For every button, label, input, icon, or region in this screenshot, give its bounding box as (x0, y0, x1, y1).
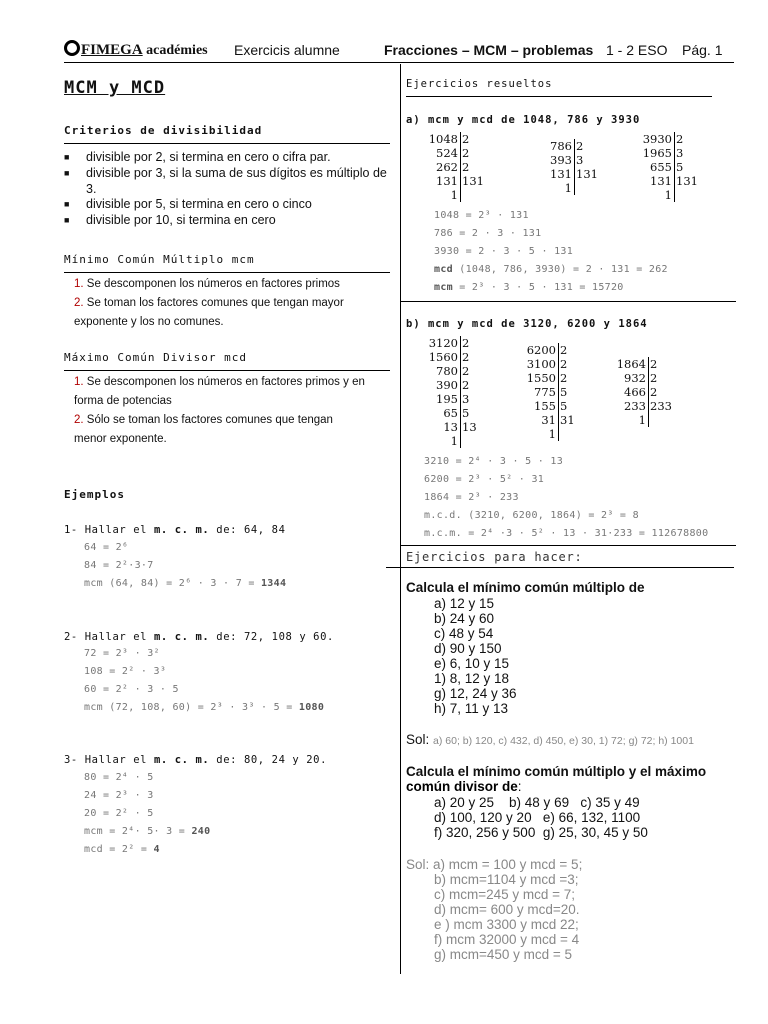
dividend-value: 655 (650, 160, 672, 174)
division-bar (674, 132, 675, 202)
prime-factor-value: 2 (576, 139, 584, 153)
solution-line: e ) mcm 3300 y mcd 22; (434, 917, 579, 932)
prime-factor-value: 2 (462, 146, 470, 160)
solution-line: f) mcm 32000 y mcd = 4 (434, 932, 580, 947)
dividend-value: 775 (534, 385, 556, 399)
division-bar (460, 132, 461, 202)
prime-factor-value: 2 (462, 336, 470, 350)
dividend-value: 1864 (616, 357, 646, 371)
page-title: MCM y MCD (64, 78, 166, 98)
dividend-value: 13 (443, 420, 458, 434)
section-rule (400, 301, 736, 302)
prime-factor-value: 2 (650, 385, 658, 399)
exercise-a-title: a) mcm y mcd de 1048, 786 y 3930 (406, 114, 641, 126)
dividend-value: 3120 (428, 336, 458, 350)
factorization-line: 1048 = 2³ · 131 (434, 210, 529, 221)
dividend-value: 1 (450, 434, 458, 448)
dividend-value: 1965 (642, 146, 672, 160)
logo-circle-icon (64, 40, 80, 56)
dividend-value: 262 (436, 160, 458, 174)
criterio-item: ■ divisible por 3, si la suma de sus dígitos es múltiplo de 3. (64, 166, 387, 196)
division-bar (460, 336, 461, 448)
hacer-rule (386, 567, 734, 568)
prime-factor-value: 5 (560, 399, 568, 413)
mcd-step: 2. Sólo se toman los factores comunes que tengan menor exponente. (74, 414, 333, 445)
dividend-value: 131 (436, 174, 458, 188)
mcd-step: 1. Se descomponen los números en factores primos y en forma de potencias (74, 376, 365, 407)
prime-factor-value: 2 (560, 357, 568, 371)
dividend-value: 390 (436, 378, 458, 392)
exercise-item: g) 12, 24 y 36 (434, 686, 517, 701)
example-line: 72 = 2³ · 3² (84, 648, 160, 659)
criterio-item: ■ divisible por 5, si termina en cero o cinco (64, 197, 312, 211)
dividend-value: 1048 (428, 132, 458, 146)
dividend-value: 3930 (642, 132, 672, 146)
header-subtitle: Exercicis alumne (234, 42, 340, 58)
mcd-heading: Máximo Común Divisor mcd (64, 351, 247, 364)
resueltos-heading: Ejercicios resueltos (406, 78, 553, 90)
resueltos-rule (406, 96, 712, 97)
prime-factor-value: 2 (650, 371, 658, 385)
prime-factor-value: 31 (560, 413, 575, 427)
prime-factor-value: 2 (462, 378, 470, 392)
dividend-value: 1 (548, 427, 556, 441)
prime-factor-value: 2 (560, 371, 568, 385)
ejemplos-heading: Ejemplos (64, 488, 125, 501)
dividend-value: 393 (550, 153, 572, 167)
prime-factor-value: 2 (676, 132, 684, 146)
dividend-value: 31 (541, 413, 556, 427)
example-line: mcm = 2⁴· 5· 3 = 240 (84, 826, 211, 837)
dividend-value: 1 (564, 181, 572, 195)
section-rule (400, 545, 736, 546)
prime-factor-value: 3 (462, 392, 470, 406)
exercise-item: h) 7, 11 y 13 (434, 701, 509, 716)
division-table (546, 139, 604, 195)
division-bar (574, 139, 575, 195)
dividend-value: 233 (624, 399, 646, 413)
prime-factor-value: 131 (462, 174, 484, 188)
exercise-item: f) 320, 256 y 500 g) 25, 30, 45 y 50 (434, 825, 648, 840)
dividend-value: 786 (550, 139, 572, 153)
example-line: 80 = 2⁴ · 5 (84, 772, 154, 783)
example-title: 3- Hallar el m. c. m. de: 80, 24 y 20. (64, 754, 328, 766)
exercise-b-title: b) mcm y mcd de 3120, 6200 y 1864 (406, 318, 648, 330)
dividend-value: 6200 (526, 343, 556, 357)
prime-factor-value: 2 (650, 357, 658, 371)
prime-factor-value: 2 (560, 343, 568, 357)
dividend-value: 155 (534, 399, 556, 413)
division-bar (558, 343, 559, 441)
example-line: mcd = 2² = 4 (84, 844, 160, 855)
hacer-heading: Ejercicios para hacer: (406, 550, 583, 564)
division-table (638, 132, 704, 202)
exercise-item: a) 20 y 25 b) 48 y 69 c) 35 y 49 (434, 795, 640, 810)
example-line: 64 = 2⁶ (84, 542, 129, 553)
factorization-line: 3930 = 2 · 3 · 5 · 131 (434, 246, 574, 257)
example-line: mcm (64, 84) = 2⁶ · 3 · 7 = 1344 (84, 578, 287, 589)
dividend-value: 65 (443, 406, 458, 420)
example-line: 20 = 2² · 5 (84, 808, 154, 819)
exercise-item: b) 24 y 60 (434, 611, 495, 626)
factorization-line: 1864 = 2³ · 233 (424, 492, 519, 503)
page-header (64, 38, 734, 63)
example-line: 84 = 2²·3·7 (84, 560, 154, 571)
prime-factor-value: 2 (462, 132, 470, 146)
prime-factor-value: 5 (676, 160, 684, 174)
mcm-result: mcm = 2³ · 3 · 5 · 131 = 15720 (434, 282, 624, 293)
prime-factor-value: 131 (576, 167, 598, 181)
header-page-number: Pág. 1 (682, 42, 723, 58)
dividend-value: 466 (624, 385, 646, 399)
fimega-logo: FIMEGA académies (64, 40, 208, 59)
exercise-2-title: Calcula el mínimo común múltiplo y el máximo (406, 764, 707, 779)
dividend-value: 131 (650, 174, 672, 188)
prime-factor-value: 5 (560, 385, 568, 399)
mcm-heading: Mínimo Común Múltiplo mcm (64, 253, 255, 266)
exercise-item: e) 6, 10 y 15 (434, 656, 510, 671)
dividend-value: 932 (624, 371, 646, 385)
factorization-line: 3210 = 2⁴ · 3 · 5 · 13 (424, 456, 564, 467)
prime-factor-value: 2 (462, 350, 470, 364)
prime-factor-value: 3 (676, 146, 684, 160)
dividend-value: 1550 (526, 371, 556, 385)
exercise-1-solution: Sol: a) 60; b) 120, c) 432, d) 450, e) 30, 1) 72; g) 72; h) 1001 (406, 732, 694, 747)
criterio-item: ■ divisible por 10, si termina en cero (64, 213, 276, 227)
exercise-item: d) 100, 120 y 20 e) 66, 132, 1100 (434, 810, 641, 825)
example-line: mcm (72, 108, 60) = 2³ · 3³ · 5 = 1080 (84, 702, 325, 713)
solution-line: c) mcm=245 y mcd = 7; (434, 887, 576, 902)
division-table (606, 357, 678, 427)
exercise-item: c) 48 y 54 (434, 626, 494, 641)
criterios-rule (64, 143, 390, 144)
division-bar (648, 357, 649, 427)
exercise-item: a) 12 y 15 (434, 596, 495, 611)
dividend-value: 3100 (526, 357, 556, 371)
criterios-heading: Criterios de divisibilidad (64, 124, 263, 137)
example-line: 24 = 2³ · 3 (84, 790, 154, 801)
factorization-line: 6200 = 2³ · 5² · 31 (424, 474, 545, 485)
dividend-value: 1560 (428, 350, 458, 364)
solution-line: b) mcm=1104 y mcd =3; (434, 872, 579, 887)
example-title: 2- Hallar el m. c. m. de: 72, 108 y 60. (64, 631, 334, 643)
example-line: 60 = 2² · 3 · 5 (84, 684, 179, 695)
mcm-rule (64, 272, 390, 273)
mcd-result: mcd (1048, 786, 3930) = 2 · 131 = 262 (434, 264, 668, 275)
prime-factor-value: 5 (462, 406, 470, 420)
mcm-step: 1. Se descomponen los números en factores primos (74, 278, 340, 290)
prime-factor-value: 131 (676, 174, 698, 188)
division-table (424, 132, 490, 202)
example-title: 1- Hallar el m. c. m. de: 64, 84 (64, 524, 286, 536)
prime-factor-value: 13 (462, 420, 477, 434)
dividend-value: 524 (436, 146, 458, 160)
exercise-1-title: Calcula el mínimo común múltiplo de (406, 580, 645, 595)
exercise-item: 1) 8, 12 y 18 (434, 671, 510, 686)
division-table (424, 336, 486, 448)
header-topic: Fracciones – MCM – problemas (384, 42, 594, 58)
mcd-result: m.c.d. (3210, 6200, 1864) = 2³ = 8 (424, 510, 639, 521)
dividend-value: 1 (664, 188, 672, 202)
dividend-value: 1 (450, 188, 458, 202)
dividend-value: 131 (550, 167, 572, 181)
column-divider (400, 64, 401, 974)
exercise-2-solution: Sol: a) mcm = 100 y mcd = 5; (406, 857, 583, 872)
prime-factor-value: 233 (650, 399, 672, 413)
dividend-value: 195 (436, 392, 458, 406)
header-level: 1 - 2 ESO (606, 42, 668, 58)
criterio-item: ■ divisible por 2, si termina en cero o cifra par. (64, 150, 331, 164)
dividend-value: 1 (638, 413, 646, 427)
mcm-result: m.c.m. = 2⁴ ·3 · 5² · 13 · 31·233 = 112678800 (424, 528, 709, 539)
mcm-step: 2. Se toman los factores comunes que tengan mayor exponente y los no comunes. (74, 297, 344, 328)
example-line: 108 = 2² · 3³ (84, 666, 167, 677)
mcd-rule (64, 370, 390, 371)
dividend-value: 780 (436, 364, 458, 378)
exercise-item: d) 90 y 150 (434, 641, 502, 656)
prime-factor-value: 2 (462, 364, 470, 378)
exercise-2-title-cont: común divisor de: (406, 779, 522, 794)
prime-factor-value: 3 (576, 153, 584, 167)
factorization-line: 786 = 2 · 3 · 131 (434, 228, 542, 239)
division-table (518, 343, 584, 441)
solution-line: d) mcm= 600 y mcd=20. (434, 902, 580, 917)
prime-factor-value: 2 (462, 160, 470, 174)
solution-line: g) mcm=450 y mcd = 5 (434, 947, 573, 962)
